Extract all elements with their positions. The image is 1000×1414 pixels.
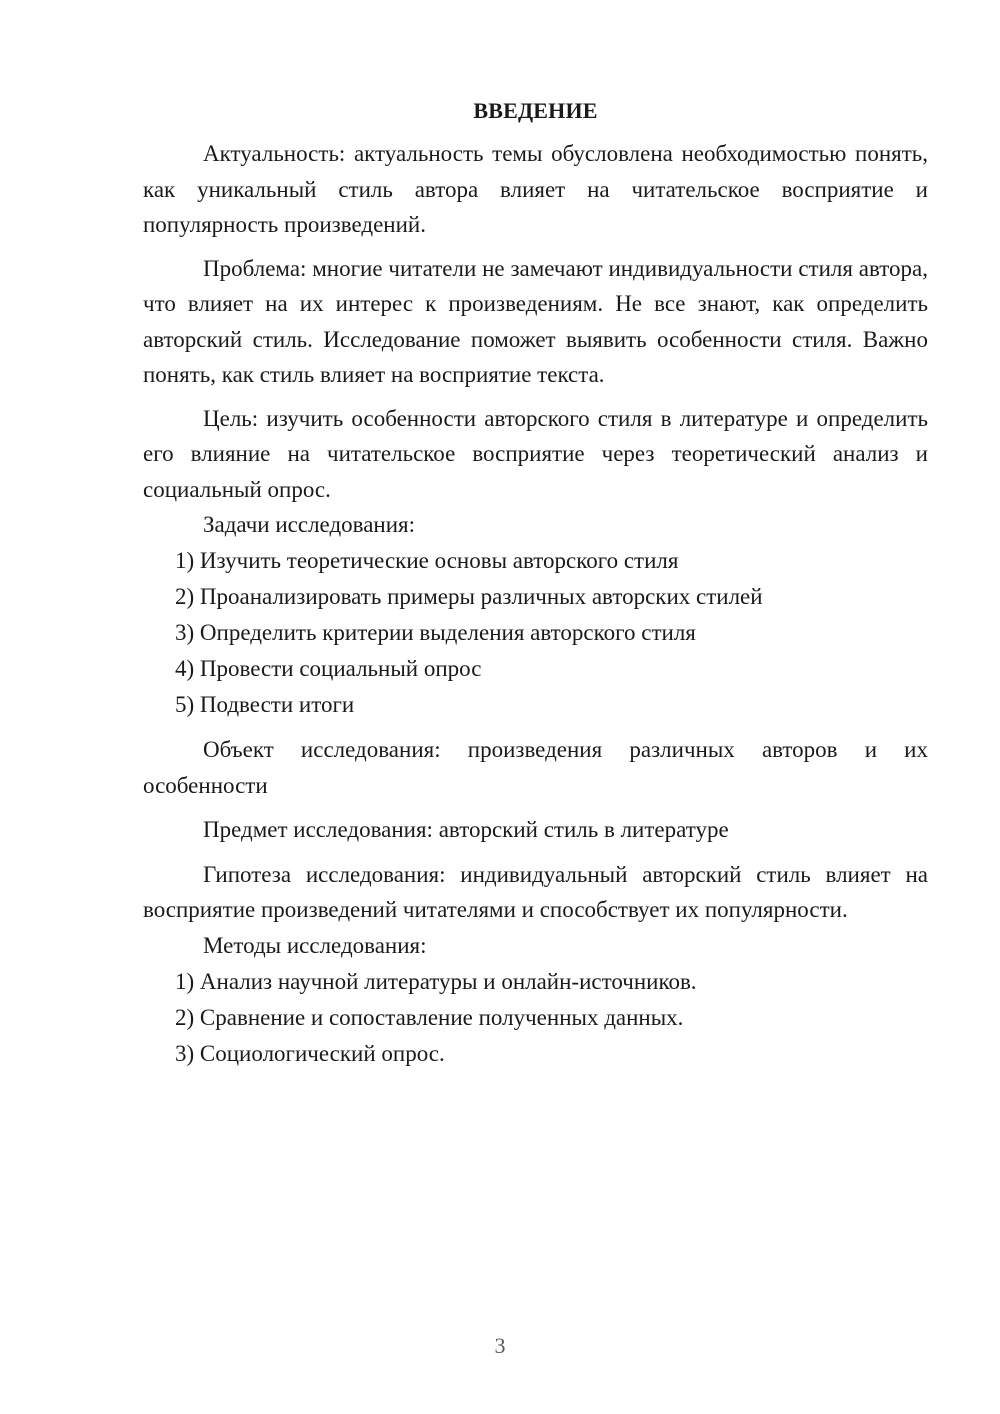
list-item: 4) Провести социальный опрос <box>175 656 482 681</box>
list-item: 1) Анализ научной литературы и онлайн-источников. <box>175 968 697 994</box>
problem-paragraph: Проблема: многие читатели не замечают индивидуальности стиля автора, что влияет на их интерес к произведениям. Не все знают, как определить авторский стиль. Исследование поможет выявить особенности стиля. Важно понять, как стиль влияет на восприятие текста. <box>143 255 928 387</box>
methods-list <box>143 964 928 1072</box>
tasks-list <box>143 543 928 723</box>
section-title: ВВЕДЕНИЕ <box>473 98 598 123</box>
goal-paragraph: Цель: изучить особенности авторского стиля в литературе и определить его влияние на читательское восприятие через теоретический анализ и социальный опрос. <box>143 405 928 502</box>
page-number: 3 <box>494 1333 506 1358</box>
list-item: 3) Определить критерии выделения авторского стиля <box>175 620 696 645</box>
list-item: 2) Проанализировать примеры различных авторских стилей <box>175 584 763 609</box>
subject-paragraph: Предмет исследования: авторский стиль в литературе <box>203 817 729 842</box>
hypothesis-paragraph: Гипотеза исследования: индивидуальный авторский стиль влияет на восприятие произведений читателями и способствует их популярности. <box>143 861 928 922</box>
object-paragraph: Объект исследования: произведения различных авторов и их особенности <box>143 737 928 798</box>
page-content <box>143 93 928 1072</box>
list-item: 3) Социологический опрос. <box>175 1040 445 1066</box>
methods-label: Методы исследования: <box>203 932 427 958</box>
list-item: 1) Изучить теоретические основы авторского стиля <box>175 548 679 573</box>
list-item: 5) Подвести итоги <box>175 692 355 717</box>
tasks-label: Задачи исследования: <box>203 512 416 537</box>
relevance-paragraph: Актуальность: актуальность темы обусловлена необходимостью понять, как уникальный стиль автора влияет на читательское восприятие и популярность произведений. <box>143 141 928 237</box>
list-item: 2) Сравнение и сопоставление полученных данных. <box>175 1004 684 1030</box>
